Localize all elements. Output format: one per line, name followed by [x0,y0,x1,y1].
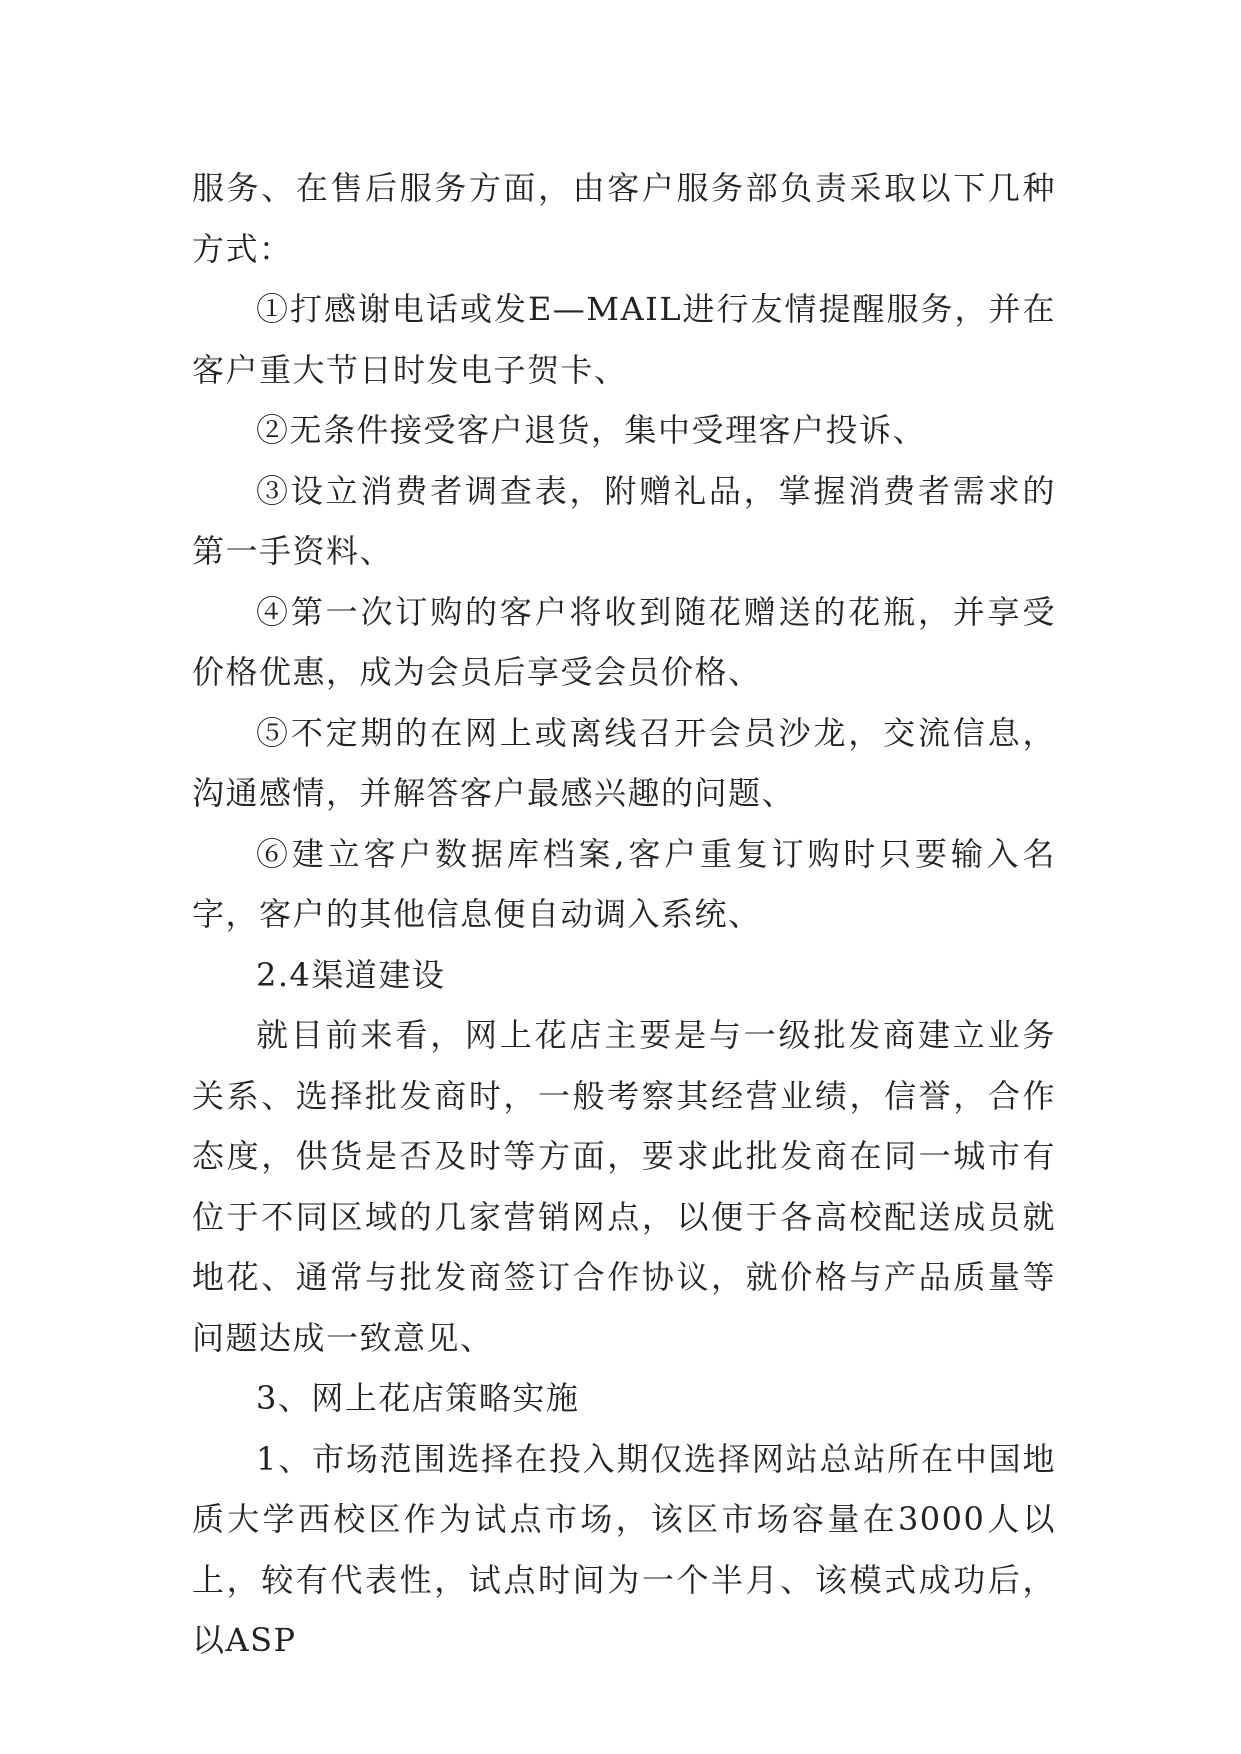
paragraph-item-5: ⑤不定期的在网上或离线召开会员沙龙，交流信息，沟通感情，并解答客户最感兴趣的问题、 [192,713,1056,812]
section-heading-strategy: 3、网上花店策略实施 [256,1379,580,1417]
paragraph-service-methods: 服务、在售后服务方面，由客户服务部负责采取以下几种方式： [192,169,1056,268]
paragraph-item-2: ②无条件接受客户退货，集中受理客户投诉、 [256,411,927,449]
paragraph-market-scope: 1、市场范围选择在投入期仅选择网站总站所在中国地质大学西校区作为试点市场，该区市场容量在3000人以上，较有代表性，试点时间为一个半月、该模式成功后，以ASP [192,1439,1056,1659]
paragraph-item-6: ⑥建立客户数据库档案,客户重复订购时只要输入名字，客户的其他信息便自动调入系统、 [192,834,1056,933]
body-text [192,158,1056,1671]
section-heading-channel: 2.4渠道建设 [256,955,446,994]
paragraph-item-4: ④第一次订购的客户将收到随花赠送的花瓶，并享受价格优惠，成为会员后享受会员价格、 [192,592,1056,691]
paragraph-item-3: ③设立消费者调查表，附赠礼品，掌握消费者需求的第一手资料、 [192,471,1056,570]
paragraph-item-1: ①打感谢电话或发E—MAIL进行友情提醒服务，并在客户重大节日时发电子贺卡、 [192,290,1056,389]
paragraph-channel-body: 就目前来看，网上花店主要是与一级批发商建立业务关系、选择批发商时，一般考察其经营业绩，信誉，合作态度，供货是否及时等方面，要求此批发商在同一城市有位于不同区域的几家营销网点，以便于各高校配送成员就地花、通常与批发商签订合作协议，就价格与产品质量等问题达成一致意见、 [192,1016,1056,1357]
